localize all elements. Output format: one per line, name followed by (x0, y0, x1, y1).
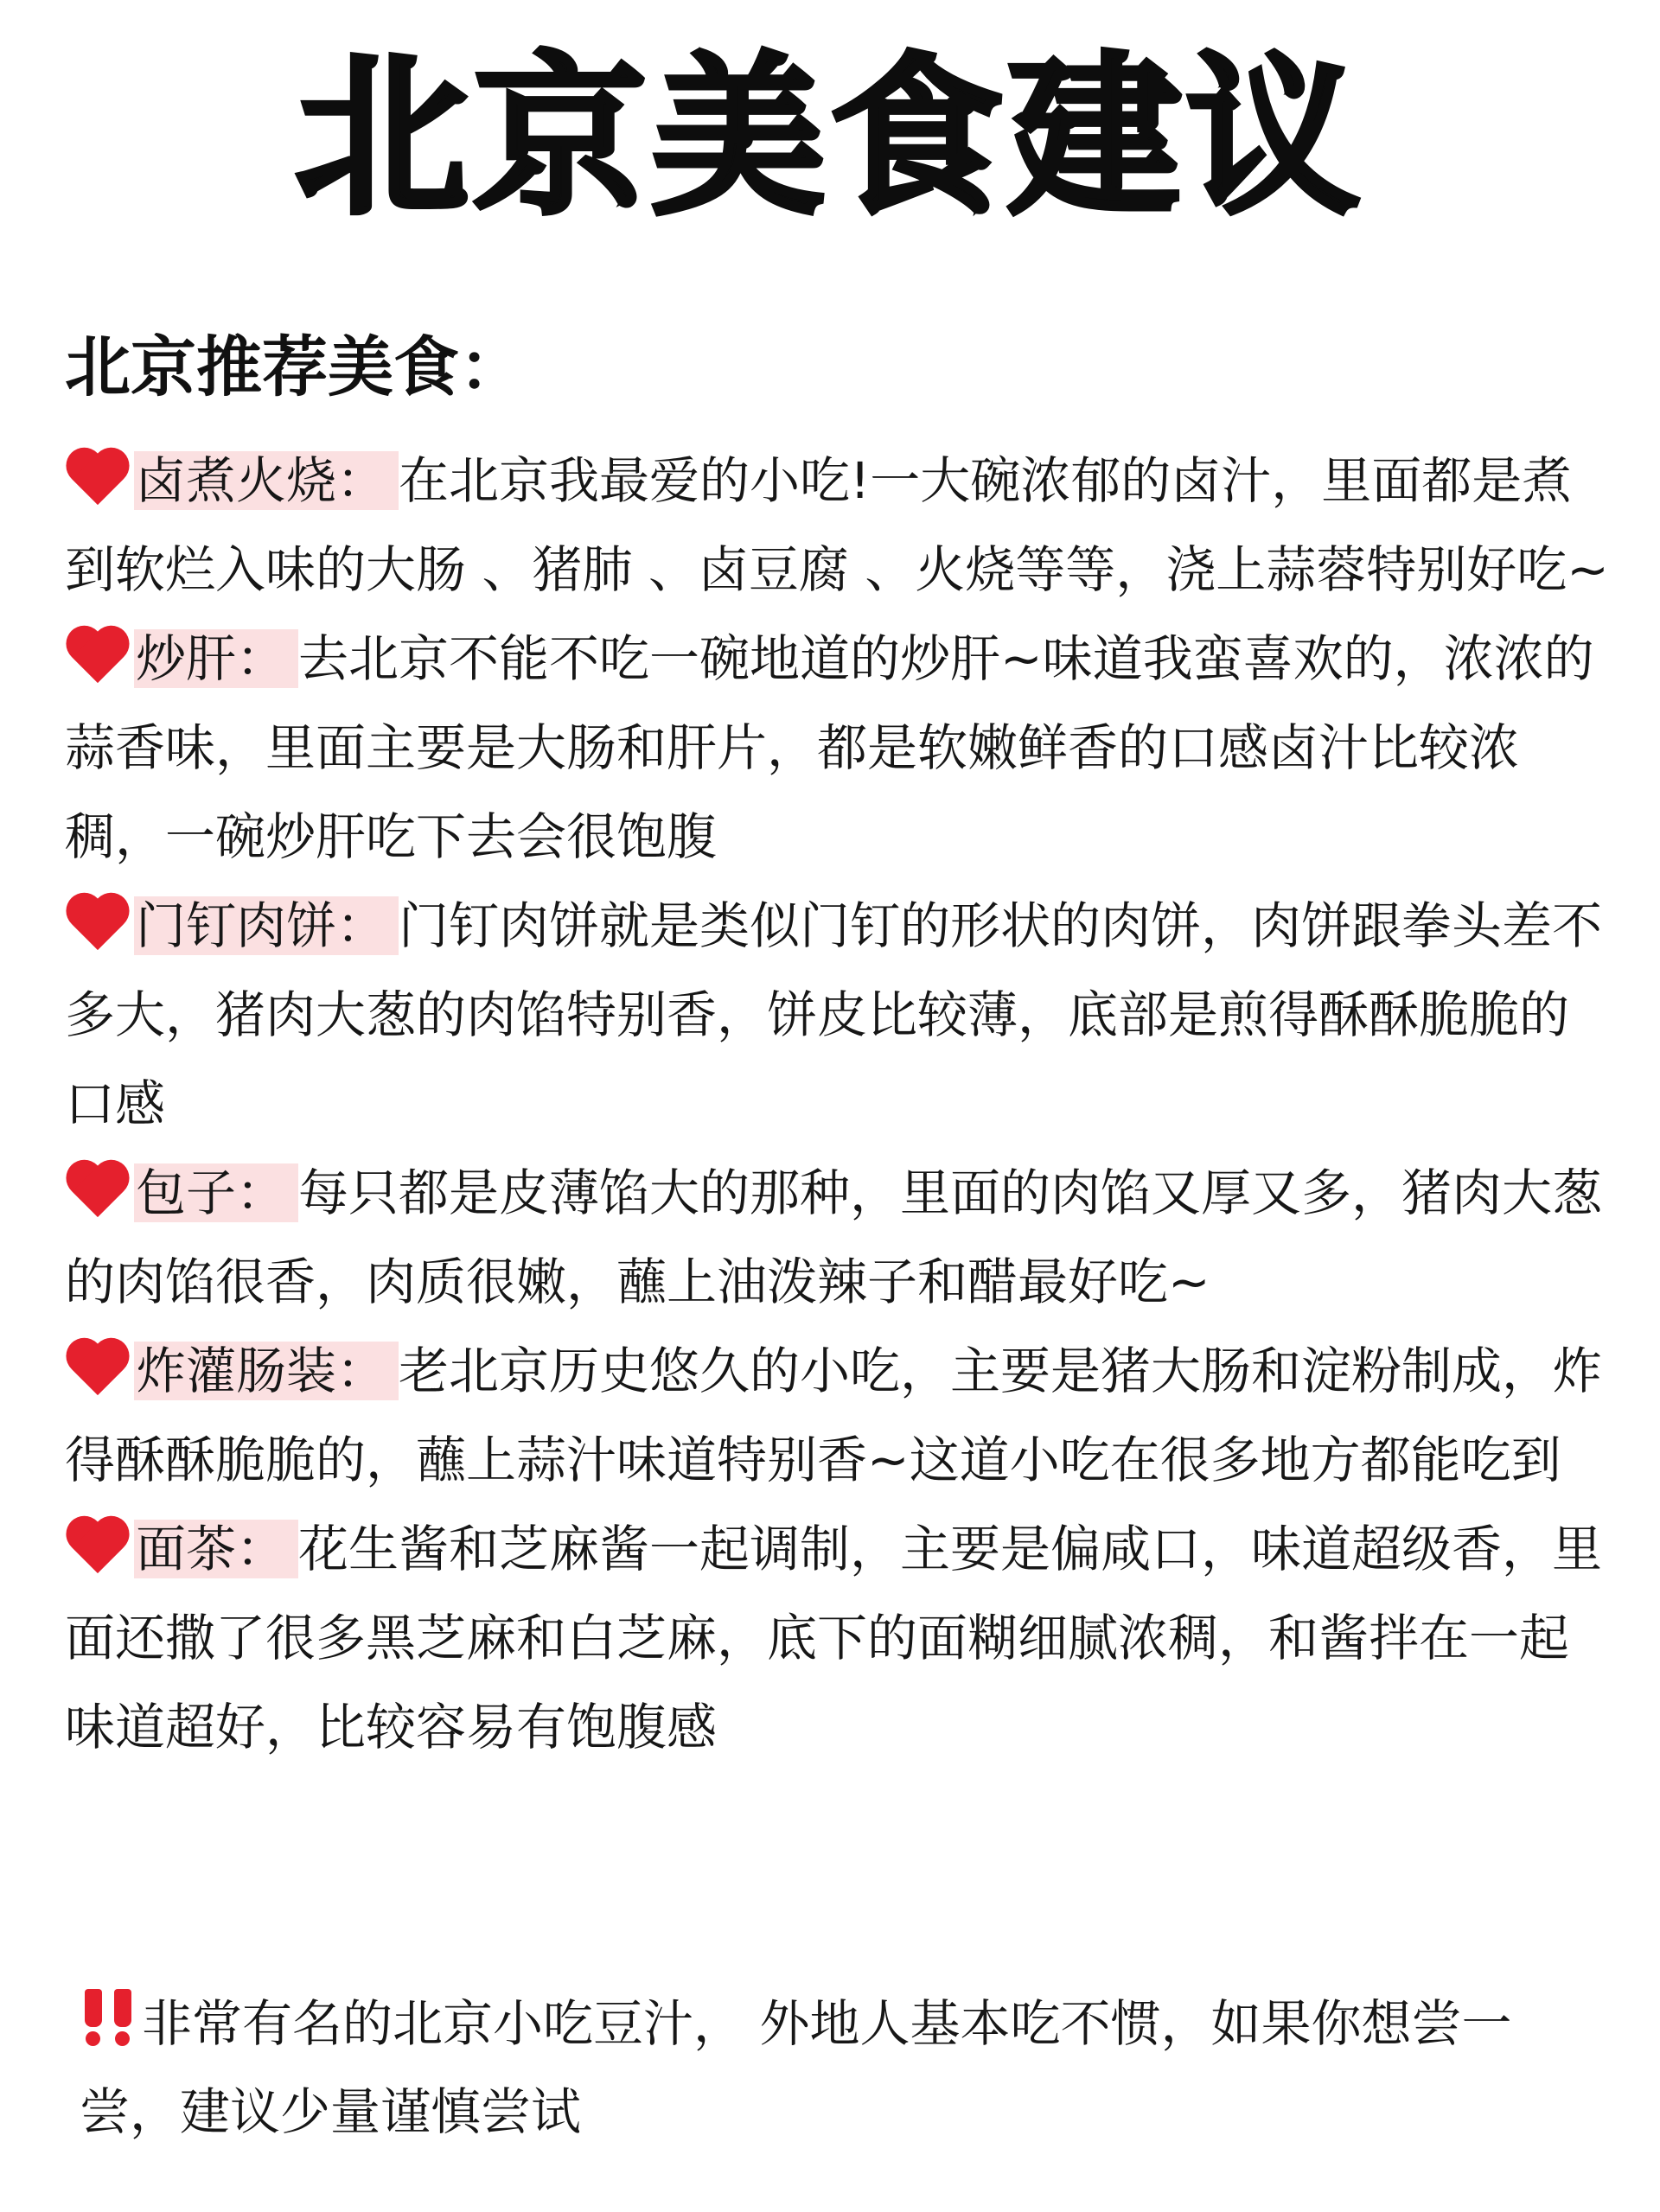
food-description: 每只都是皮薄馅大的那种，里面的肉馅又厚又多，猪肉大葱的肉馅很香，肉质很嫩，蘸上油泼辣子和醋最好吃~ (65, 1163, 1603, 1311)
food-name-tag (134, 1520, 298, 1578)
warning-note (80, 1979, 1601, 2156)
food-item-chaogan (65, 615, 1612, 882)
food-list (65, 437, 1612, 1772)
food-name: 卤煮火烧： (136, 451, 387, 510)
heart-icon (65, 449, 134, 501)
food-description: 花生酱和芝麻酱一起调制，主要是偏咸口，味道超级香，里面还撒了很多黑芝麻和白芝麻，底下的面糊细腻浓稠，和酱拌在一起味道超好，比较容易有饱腹感 (65, 1520, 1603, 1756)
warning-text: 非常有名的北京小吃豆汁， 外地人基本吃不惯，如果你想尝一尝，建议少量谨慎尝试 (80, 1994, 1512, 2141)
food-item-baozi (65, 1149, 1612, 1327)
food-description: 门钉肉饼就是类似门钉的形状的肉饼，肉饼跟拳头差不多大，猪肉大葱的肉馅特别香，饼皮比较薄，底部是煎得酥酥脆脆的口感 (65, 896, 1603, 1133)
food-name: 炸灌肠装： (136, 1342, 387, 1400)
food-description: 去北京不能不吃一碗地道的炒肝~味道我蛮喜欢的，浓浓的蒜香味，里面主要是大肠和肝片，都是软嫩鲜香的口感卤汁比较浓稠，一碗炒肝吃下去会很饱腹 (65, 629, 1594, 866)
food-name-tag (134, 629, 298, 688)
heart-icon (65, 1162, 134, 1214)
food-description: 老北京历史悠久的小吃，主要是猪大肠和淀粉制成，炸得酥酥脆脆的，蘸上蒜汁味道特别香~这道小吃在很多地方都能吃到 (65, 1342, 1603, 1489)
food-name-tag (134, 896, 399, 955)
food-description: 在北京我最爱的小吃!一大碗浓郁的卤汁，里面都是煮到软烂入味的大肠 、猪肺 、卤豆腐 、火烧等等，浇上蒜蓉特别好吃~ (65, 451, 1609, 599)
food-item-mendingroubing (65, 882, 1612, 1149)
food-name-tag (134, 451, 399, 510)
heart-icon (65, 1518, 134, 1570)
double-exclamation-icon (80, 1989, 142, 2046)
heart-icon (65, 895, 134, 947)
food-item-luzhu (65, 437, 1612, 615)
heart-icon (65, 1340, 134, 1392)
food-name: 包子： (136, 1163, 287, 1222)
heart-icon (65, 628, 134, 679)
food-name: 炒肝： (136, 629, 287, 688)
food-item-miancha (65, 1505, 1612, 1772)
page-title: 北京美食建议 (295, 37, 1364, 239)
food-name: 门钉肉饼： (136, 896, 387, 955)
food-name-tag (134, 1163, 298, 1222)
section-heading: 北京推荐美食： (65, 328, 525, 405)
food-name: 面茶： (136, 1520, 287, 1578)
food-name-tag (134, 1342, 399, 1400)
food-item-zhaguanchang (65, 1327, 1612, 1505)
